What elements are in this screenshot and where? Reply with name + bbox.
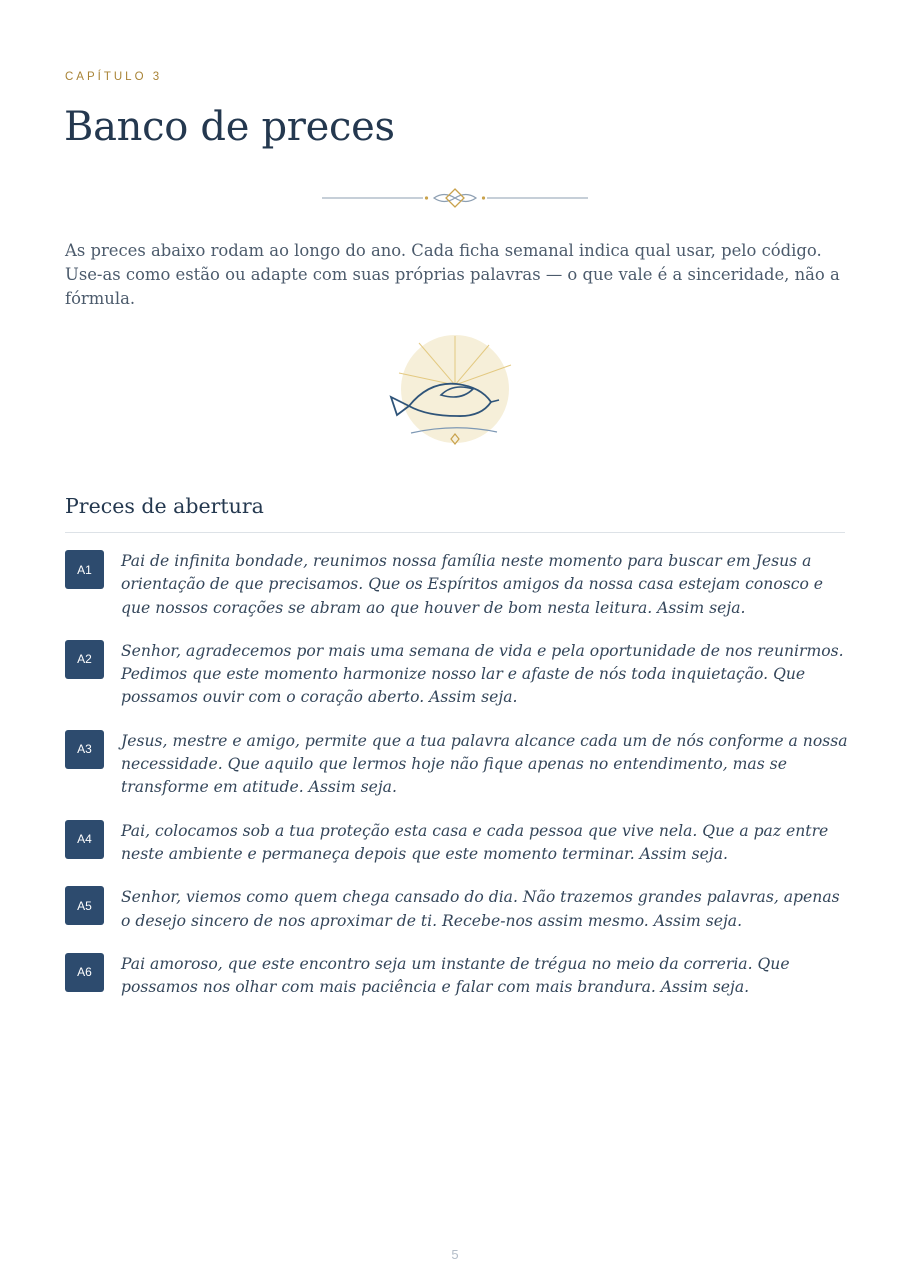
page-title: Banco de preces — [64, 104, 395, 150]
prayer-code-badge: A2 — [65, 640, 104, 679]
prayer-item-a2 — [65, 640, 855, 710]
section-title: Preces de abertura — [65, 494, 264, 518]
prayer-text: Senhor, agradecemos por mais uma semana de vida e pela oportunidade de nos reunirmos. Pedimos que este momento harmonize nosso lar e afaste de nós toda inquietação. Que possamos ouvir com o coração aberto. Assim seja. — [121, 641, 844, 707]
prayer-text: Pai amoroso, que este encontro seja um instante de trégua no meio da correria. Que possamos nos olhar com mais paciência e falar com mais brandura. Assim seja. — [121, 954, 790, 997]
fish-sun-emblem-icon — [385, 333, 515, 447]
prayer-code-badge: A5 — [65, 886, 104, 925]
prayer-text: Senhor, viemos como quem chega cansado do dia. Não trazemos grandes palavras, apenas o desejo sincero de nos aproximar de ti. Recebe-nos assim mesmo. Assim seja. — [121, 888, 840, 930]
prayer-item-a6 — [65, 953, 855, 1000]
prayer-text: Pai, colocamos sob a tua proteção esta casa e cada pessoa que vive nela. Que a paz entre neste ambiente e permaneça depois que este momento terminar. Assim seja. — [121, 821, 829, 863]
prayer-item-a5 — [65, 886, 855, 933]
prayer-text: Pai de infinita bondade, reunimos nossa família neste momento para buscar em Jesus a orientação de que precisamos. Que os Espíritos amigos da nossa casa estejam conosco e que nossos corações se abram ao que houver de bom nesta leitura. Assim seja. — [121, 552, 824, 617]
prayer-item-a3 — [65, 730, 855, 800]
prayer-list — [65, 550, 855, 1019]
prayer-text: Jesus, mestre e amigo, permite que a tua palavra alcance cada um de nós conforme a nossa necessidade. Que aquilo que lermos hoje não fique apenas no entendimento, mas se transforme em atitude. Assim seja. — [121, 731, 848, 797]
intro-paragraph: As preces abaixo rodam ao longo do ano. Cada ficha semanal indica qual usar, pelo código. Use-as como estão ou adapte com suas próprias palavras — o que vale é a sinceridade, não a fórmula. — [65, 241, 840, 308]
prayer-code-badge: A3 — [65, 730, 104, 769]
prayer-code-badge: A6 — [65, 953, 104, 992]
page-number: 5 — [451, 1247, 459, 1262]
divider-ornament-icon — [322, 186, 588, 210]
prayer-code-badge: A4 — [65, 820, 104, 859]
prayer-item-a4 — [65, 820, 855, 867]
prayer-item-a1 — [65, 550, 855, 620]
section-divider — [65, 532, 845, 533]
chapter-label: CAPÍTULO 3 — [65, 71, 163, 83]
prayer-code-badge: A1 — [65, 550, 104, 589]
